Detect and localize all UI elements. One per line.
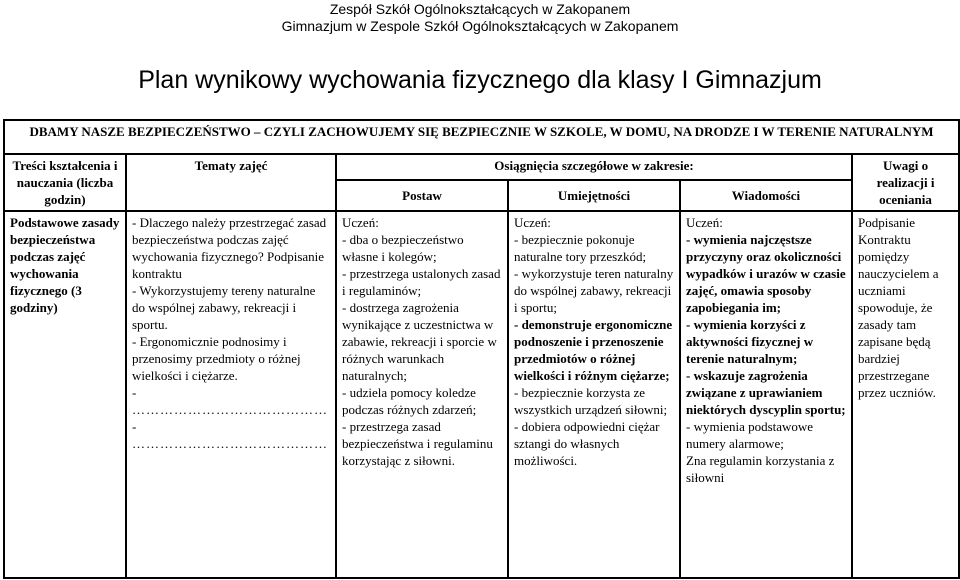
- subheader-wiadomosci: Wiadomości: [680, 180, 852, 211]
- postaw-item: - dba o bezpieczeństwo własne i kolegów;: [342, 232, 464, 264]
- subheader-postaw: Postaw: [336, 180, 508, 211]
- school-name-header: Zespół Szkół Ogólnokształcących w Zakopanem: [329, 1, 631, 17]
- wiadomosci-item: - wymienia korzyści z aktywności fizycznej w terenie naturalnym;: [686, 317, 814, 366]
- wiadomosci-head: Uczeń:: [686, 215, 723, 230]
- tematy-cell: [126, 211, 336, 578]
- umiejetnosci-item: - wykorzystuje teren naturalny do wspólnej zabawy, rekreacji i sportu;: [514, 266, 674, 315]
- wiadomosci-item: - wymienia najczęstsze przyczyny oraz okoliczności wypadków i urazów w czasie zajęć, omawia sposoby zapobiegania im;: [686, 232, 846, 315]
- umiejetnosci-cell: [508, 211, 680, 578]
- tematy-item: - Dlaczego należy przestrzegać zasad bezpieczeństwa podczas zajęć wychowania fizycznego? Podpisanie kontraktu: [132, 215, 327, 281]
- wiadomosci-item: - wymienia podstawowe numery alarmowe;: [686, 419, 814, 451]
- tematy-dotted-line: ……………………………………: [132, 436, 328, 451]
- postaw-item: - przestrzega zasad bezpieczeństwa i regulaminu korzystając z siłowni.: [342, 419, 493, 468]
- umiejetnosci-item: - dobiera odpowiedni ciężar sztangi do własnych możliwości.: [514, 419, 660, 468]
- uwagi-cell: Podpisanie Kontraktu pomiędzy nauczycielem a uczniami spowoduje, że zasady tam zapisane będą bardziej przestrzegane przez uczniów.: [852, 211, 959, 578]
- postaw-item: - dostrzega zagrożenia wynikające z uczestnictwa w zabawie, rekreacji i sporcie w różnych warunkach naturalnych;: [342, 300, 497, 383]
- tematy-item: - Wykorzystujemy tereny naturalne do wspólnej zabawy, rekreacji i sportu.: [132, 283, 316, 332]
- tematy-item: -: [132, 419, 137, 434]
- col-header-uwagi: Uwagi o realizacji i oceniania: [852, 154, 959, 211]
- page-title: Plan wynikowy wychowania fizycznego dla klasy I Gimnazjum: [138, 66, 822, 94]
- col-header-tresci: Treści kształcenia i nauczania (liczba godzin): [4, 154, 126, 211]
- wiadomosci-item: Zna regulamin korzystania z siłowni: [686, 453, 835, 485]
- tresci-cell: Podstawowe zasady bezpieczeństwa podczas zajęć wychowania fizycznego (3 godziny): [4, 211, 126, 578]
- section-banner: DBAMY NASZE BEZPIECZEŃSTWO – CZYLI ZACHOWUJEMY SIĘ BEZPIECZNIE W SZKOLE, W DOMU, NA DRODZE I W TERENIE NATURALNYM: [4, 120, 959, 154]
- umiejetnosci-head: Uczeń:: [514, 215, 551, 230]
- postaw-cell: [336, 211, 508, 578]
- col-header-tematy: Tematy zajęć: [126, 154, 336, 211]
- umiejetnosci-item: - bezpiecznie pokonuje naturalne tory przeszkód;: [514, 232, 647, 264]
- tematy-item: -: [132, 385, 137, 400]
- gymnasium-name-header: Gimnazjum w Zespole Szkół Ogólnokształcących w Zakopanem: [281, 18, 679, 34]
- postaw-item: - przestrzega ustalonych zasad i regulaminów;: [342, 266, 501, 298]
- col-header-osiagniecia: Osiągnięcia szczegółowe w zakresie:: [336, 154, 852, 180]
- wiadomosci-cell: [680, 211, 852, 578]
- postaw-item: - udziela pomocy koledze podczas różnych zdarzeń;: [342, 385, 477, 417]
- postaw-head: Uczeń:: [342, 215, 379, 230]
- tematy-dotted-line: ……………………………………: [132, 402, 328, 417]
- umiejetnosci-item: - bezpiecznie korzysta ze wszystkich urządzeń siłowni;: [514, 385, 668, 417]
- plan-table: [3, 119, 960, 579]
- wiadomosci-item: - wskazuje zagrożenia związane z uprawianiem niektórych dyscyplin sportu;: [686, 368, 846, 417]
- subheader-umiejetnosci: Umiejętności: [508, 180, 680, 211]
- umiejetnosci-item: - demonstruje ergonomiczne podnoszenie i przenoszenie przedmiotów o różnej wielkości i różnym ciężarze;: [514, 317, 673, 383]
- tematy-item: - Ergonomicznie podnosimy i przenosimy przedmioty o różnej wielkości i ciężarze.: [132, 334, 301, 383]
